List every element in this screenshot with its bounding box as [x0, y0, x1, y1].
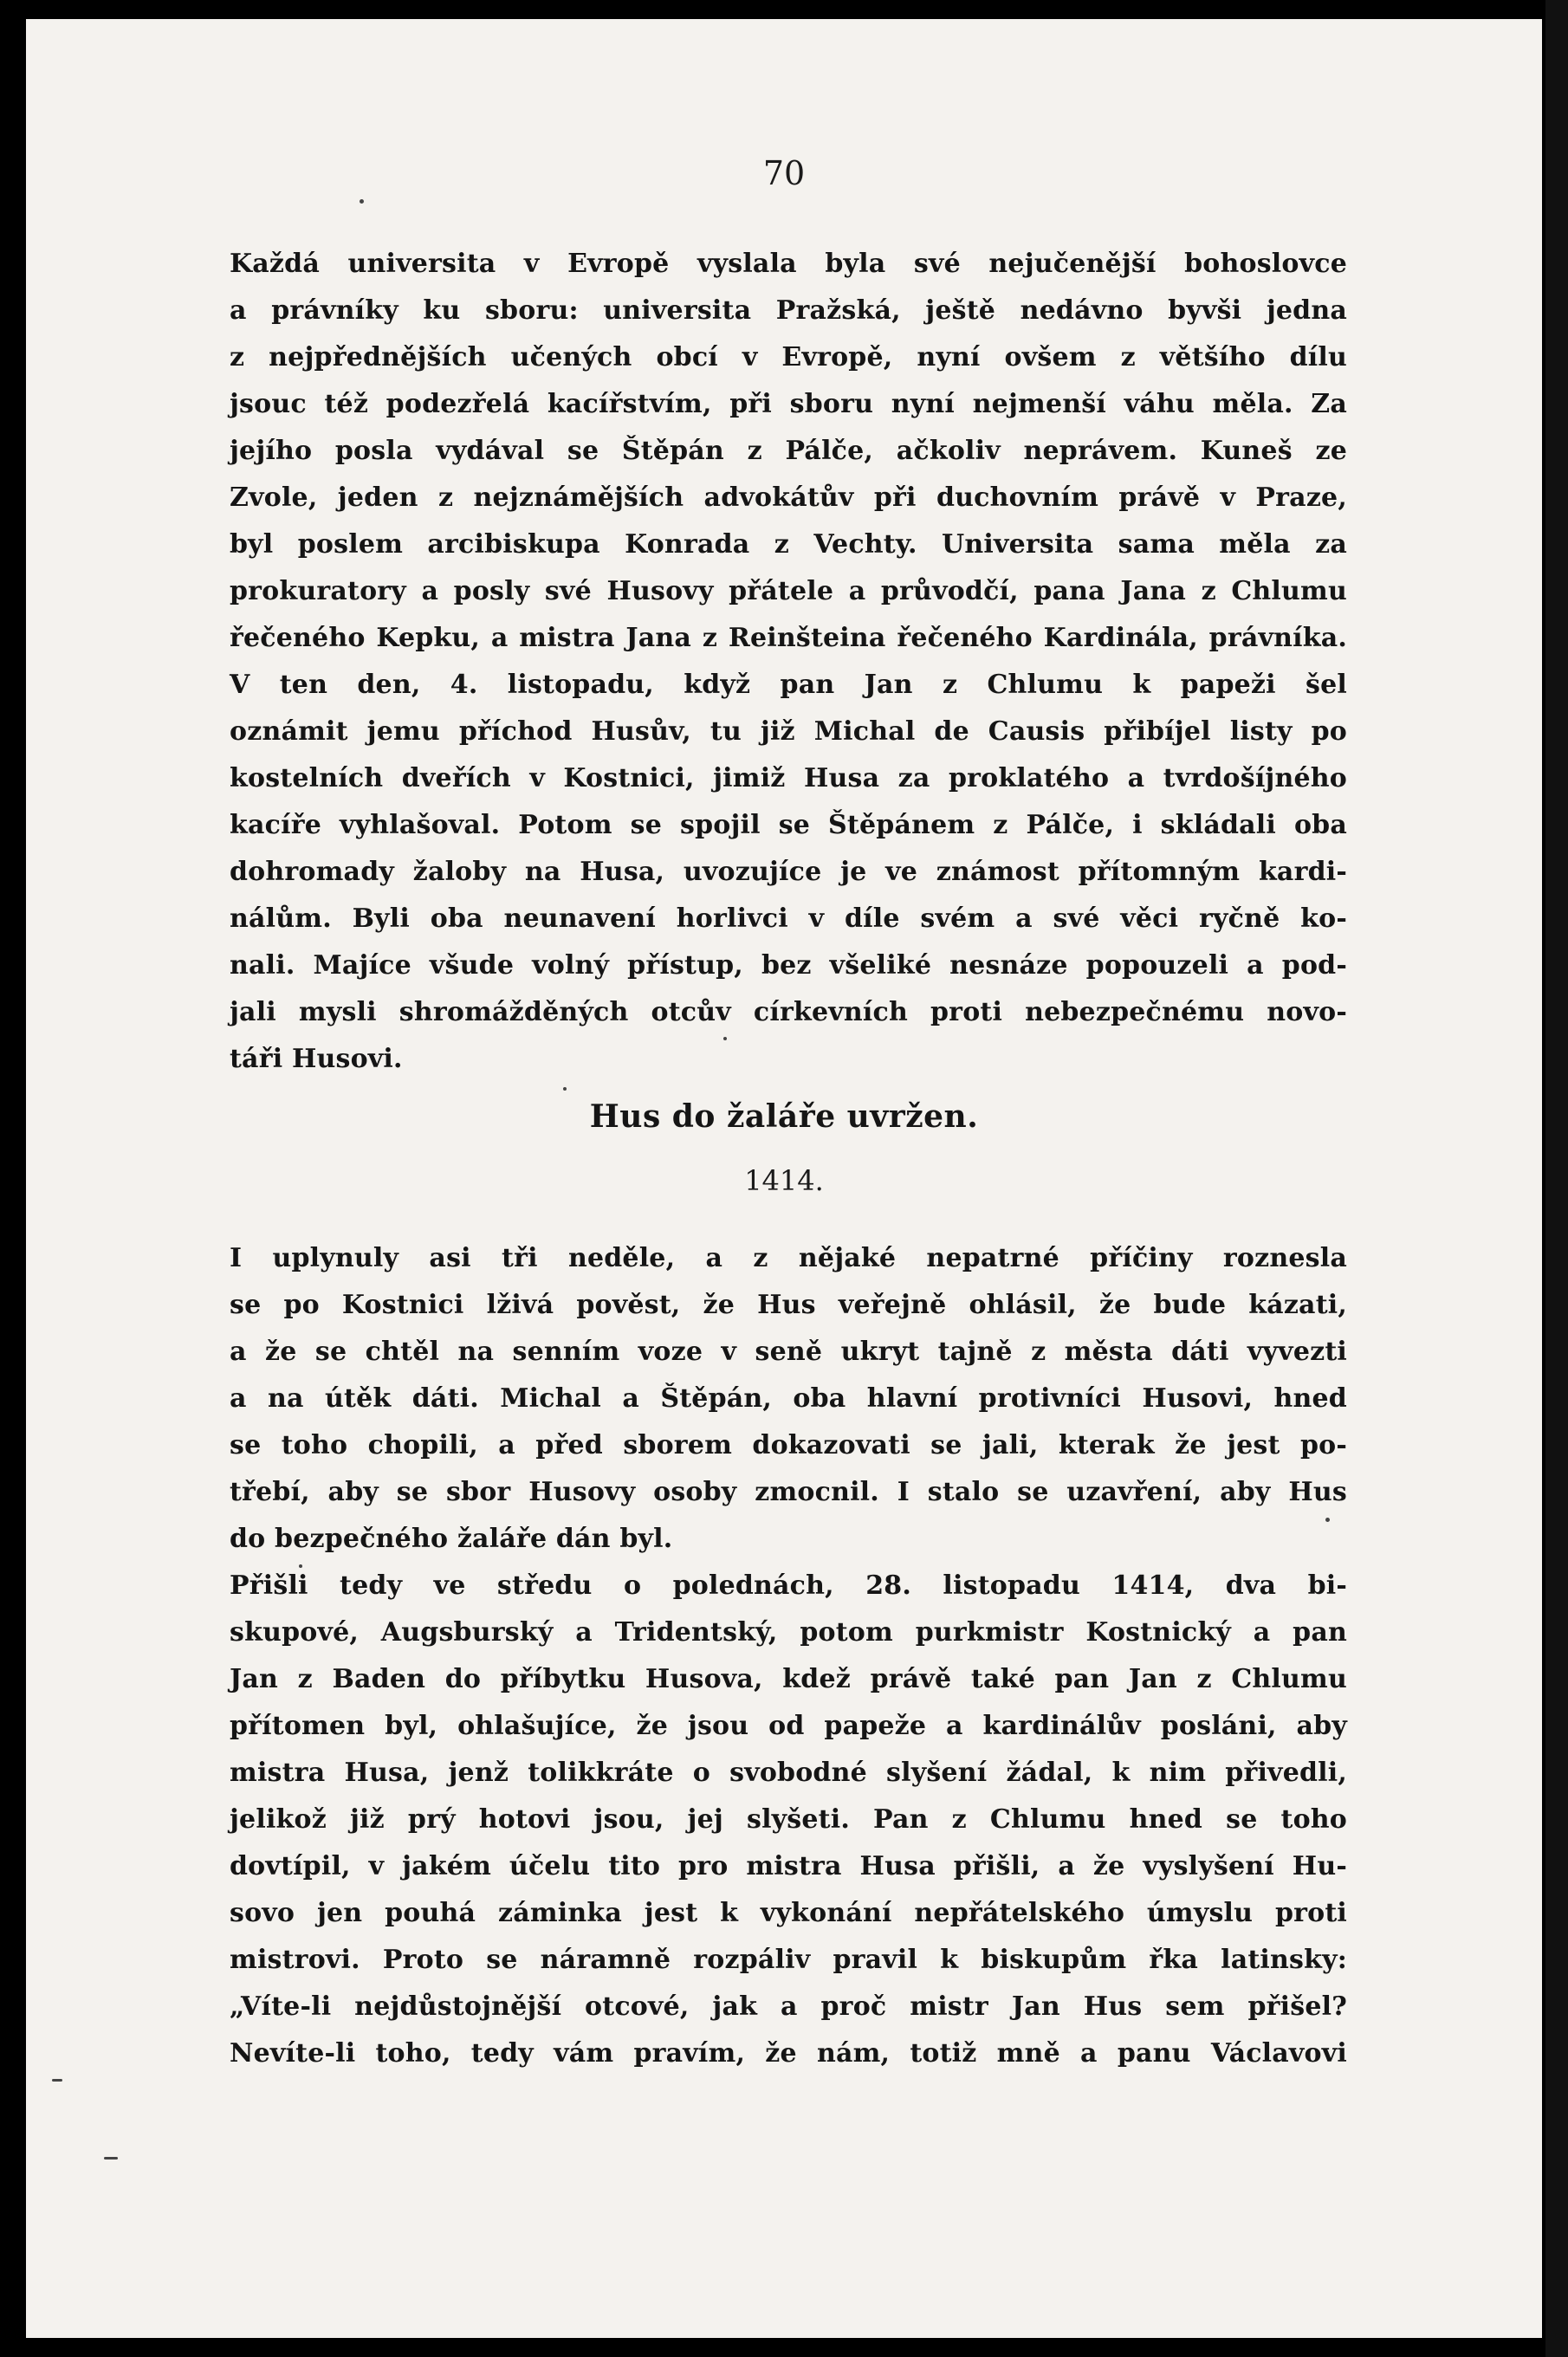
text-line: a právníky ku sboru: universita Pražská, ještě nedávno byvši jedna	[230, 295, 1347, 326]
text-line: nali. Majíce všude volný přístup, bez všeliké nesnáze popouzeli a pod-	[230, 950, 1347, 981]
text-line: kacíře vyhlašoval. Potom se spojil se Štěpánem z Pálče, i skládali oba	[230, 810, 1347, 840]
text-line: jejího posla vydával se Štěpán z Pálče, ačkoliv neprávem. Kuneš ze	[230, 436, 1347, 466]
scan-speck	[563, 1087, 567, 1091]
text-line: táři Husovi.	[230, 1044, 403, 1074]
text-line: dohromady žaloby na Husa, uvozujíce je ve známost přítomným kardi-	[230, 857, 1347, 887]
text-line: přítomen byl, ohlašujíce, že jsou od papeže a kardinálův posláni, aby	[230, 1711, 1347, 1741]
text-line: jali mysli shromážděných otcův církevních proti nebezpečnému novo-	[230, 997, 1347, 1027]
text-line: oznámit jemu příchod Husův, tu již Michal de Causis přibíjel listy po	[230, 716, 1347, 747]
page-number: 70	[762, 154, 806, 192]
text-line: mistrovi. Proto se náramně rozpáliv pravil k biskupům řka latinsky:	[230, 1945, 1347, 1975]
scan-speck	[52, 2079, 62, 2082]
scan-speck	[1325, 1518, 1330, 1522]
text-line: „Víte-li nejdůstojnější otcové, jak a proč mistr Jan Hus sem přišel?	[230, 1991, 1347, 2022]
text-line: Zvole, jeden z nejznámějších advokátův při duchovním právě v Praze,	[230, 482, 1347, 513]
text-line: a že se chtěl na senním voze v seně ukryt tajně z města dáti vyvezti	[230, 1337, 1347, 1367]
text-line: z nejpřednějších učených obcí v Evropě, nyní ovšem z většího dílu	[230, 342, 1347, 372]
text-line: se toho chopili, a před sborem dokazovati se jali, kterak že jest po-	[230, 1430, 1347, 1460]
text-line: a na útěk dáti. Michal a Štěpán, oba hlavní protivníci Husovi, hned	[230, 1383, 1347, 1414]
text-line: kostelních dveřích v Kostnici, jimiž Husa za proklatého a tvrdošíjného	[230, 763, 1347, 793]
text-line: dovtípil, v jakém účelu tito pro mistra Husa přišli, a že vyslyšení Hu-	[230, 1851, 1347, 1881]
text-line: prokuratory a posly své Husovy přátele a průvodčí, pana Jana z Chlumu	[230, 576, 1347, 606]
text-line: mistra Husa, jenž tolikkráte o svobodné slyšení žádal, k nim přivedli,	[230, 1758, 1347, 1788]
text-line: sovo jen pouhá záminka jest k vykonání nepřátelského úmyslu proti	[230, 1898, 1347, 1928]
scan-speck	[360, 199, 364, 204]
text-line: jelikož již prý hotovi jsou, jej slyšeti. Pan z Chlumu hned se toho	[230, 1804, 1347, 1835]
text-line: Jan z Baden do příbytku Husova, kdež právě také pan Jan z Chlumu	[230, 1664, 1347, 1694]
text-line: V ten den, 4. listopadu, když pan Jan z Chlumu k papeži šel	[230, 670, 1347, 700]
text-line: se po Kostnici lživá pověst, že Hus veřejně ohlásil, že bude kázati,	[230, 1290, 1347, 1320]
scan-speck	[723, 1037, 727, 1040]
scan-speck	[299, 1564, 302, 1568]
text-line: jsouc též podezřelá kacířstvím, při sboru nyní nejmenší váhu měla. Za	[230, 389, 1347, 419]
text-line: skupové, Augsburský a Tridentský, potom purkmistr Kostnický a pan	[230, 1617, 1347, 1648]
text-line: I uplynuly asi tři neděle, a z nějaké nepatrné příčiny roznesla	[230, 1243, 1347, 1273]
text-line: byl poslem arcibiskupa Konrada z Vechty. Universita sama měla za	[230, 529, 1347, 560]
paragraph-1	[230, 241, 1347, 1083]
text-line: Každá universita v Evropě vyslala byla své nejučenější bohoslovce	[230, 249, 1347, 279]
text-line: do bezpečného žaláře dán byl.	[230, 1524, 673, 1554]
section-year: 1414.	[744, 1164, 824, 1197]
text-line: nálům. Byli oba neunavení horlivci v díle svém a své věci ryčně ko-	[230, 903, 1347, 934]
paragraph-2	[230, 1235, 1347, 2077]
text-line: Nevíte-li toho, tedy vám pravím, že nám, totiž mně a panu Václavovi	[230, 2038, 1347, 2069]
text-line: řečeného Kepku, a mistra Jana z Reinšteina řečeného Kardinála, právníka.	[230, 623, 1347, 653]
text-line: třebí, aby se sbor Husovy osoby zmocnil. I stalo se uzavření, aby Hus	[230, 1477, 1347, 1507]
text-line: Přišli tedy ve středu o polednách, 28. listopadu 1414, dva bi-	[230, 1570, 1347, 1601]
section-heading: Hus do žaláře uvržen.	[589, 1098, 979, 1135]
scan-speck	[104, 2157, 118, 2160]
